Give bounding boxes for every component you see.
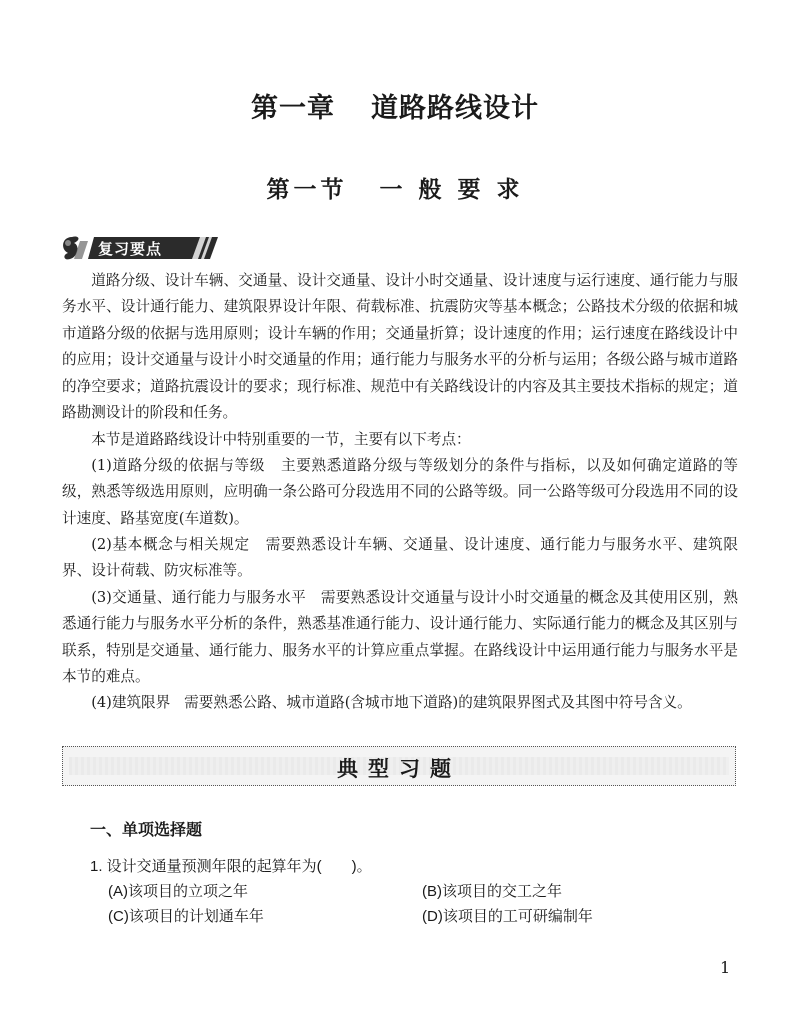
section-number: 第一节 bbox=[266, 176, 348, 203]
question-1-option-a: (A)该项目的立项之年 bbox=[108, 883, 248, 900]
key-point-text: 需要熟悉公路、城市道路(含城市地下道路)的建筑限界图式及其图中符号含义。 bbox=[184, 694, 692, 711]
section-name: 一 般 要 求 bbox=[379, 176, 524, 203]
chapter-title bbox=[0, 86, 790, 125]
key-point-2 bbox=[62, 532, 738, 585]
key-point-3 bbox=[62, 585, 738, 691]
chapter-name: 道路路线设计 bbox=[371, 93, 539, 124]
review-intro-paragraph: 道路分级、设计车辆、交通量、设计交通量、设计小时交通量、设计速度与运行速度、通行能力与服务水平、设计通行能力、建筑限界设计年限、荷载标准、抗震防灾等基本概念；公路技术分级的依据和城市道路分级的依据与选用原则；设计车辆的作用；交通量折算；设计速度的作用；运行速度在路线设计中的应用；设计交通量与设计小时交通量的作用；通行能力与服务水平的分析与运用；各级公路与城市道路的净空要求；道路抗震设计的要求；现行标准、规范中有关路线设计的内容及其主要技术指标的规定；道路勘测设计的阶段和任务。 bbox=[62, 272, 738, 422]
key-point-1 bbox=[62, 453, 738, 532]
exercises-banner bbox=[62, 746, 736, 786]
key-point-heading: (2)基本概念与相关规定 bbox=[91, 536, 250, 553]
key-point-text: 主要熟悉道路分级与等级划分的条件与指标，以及如何确定道路的等级，熟悉等级选用原则，应明确一条公路可分段选用不同的公路等级。同一公路等级可分段选用不同的设计速度、路基宽度(车道数)。 bbox=[62, 457, 738, 527]
review-badge bbox=[58, 233, 218, 263]
page-number: 1 bbox=[720, 958, 731, 977]
question-1-option-b: (B)该项目的交工之年 bbox=[422, 883, 562, 900]
exercises-banner-title: 典型习题 bbox=[337, 757, 461, 781]
review-badge-label: 复习要点 bbox=[98, 240, 163, 258]
key-points-intro: 本节是道路路线设计中特别重要的一节，主要有以下考点： bbox=[91, 431, 471, 448]
swirl-icon bbox=[58, 233, 92, 263]
key-point-text: 需要熟悉设计车辆、交通量、设计速度、通行能力与服务水平、建筑限界、设计荷载、防灾标准等。 bbox=[62, 536, 738, 580]
question-1-option-c: (C)该项目的计划通车年 bbox=[108, 908, 264, 925]
section-title bbox=[0, 171, 790, 204]
key-point-heading: (3)交通量、通行能力与服务水平 bbox=[91, 589, 306, 606]
key-point-4 bbox=[62, 690, 738, 716]
key-point-heading: (4)建筑限界 bbox=[91, 694, 171, 711]
key-point-heading: (1)道路分级的依据与等级 bbox=[91, 457, 266, 474]
question-type-heading: 一、单项选择题 bbox=[90, 820, 203, 839]
key-point-text: 需要熟悉设计交通量与设计小时交通量的概念及其使用区别，熟悉通行能力与服务水平分析的条件，熟悉基准通行能力、设计通行能力、实际通行能力的概念及其区别与联系，特别是交通量、通行能力、服务水平的计算应重点掌握。在路线设计中运用通行能力与服务水平是本节的难点。 bbox=[62, 589, 738, 686]
question-1-stem: 1. 设计交通量预测年限的起算年为( )。 bbox=[90, 858, 372, 875]
question-1-option-d: (D)该项目的工可研编制年 bbox=[422, 908, 593, 925]
chapter-number: 第一章 bbox=[251, 93, 335, 124]
